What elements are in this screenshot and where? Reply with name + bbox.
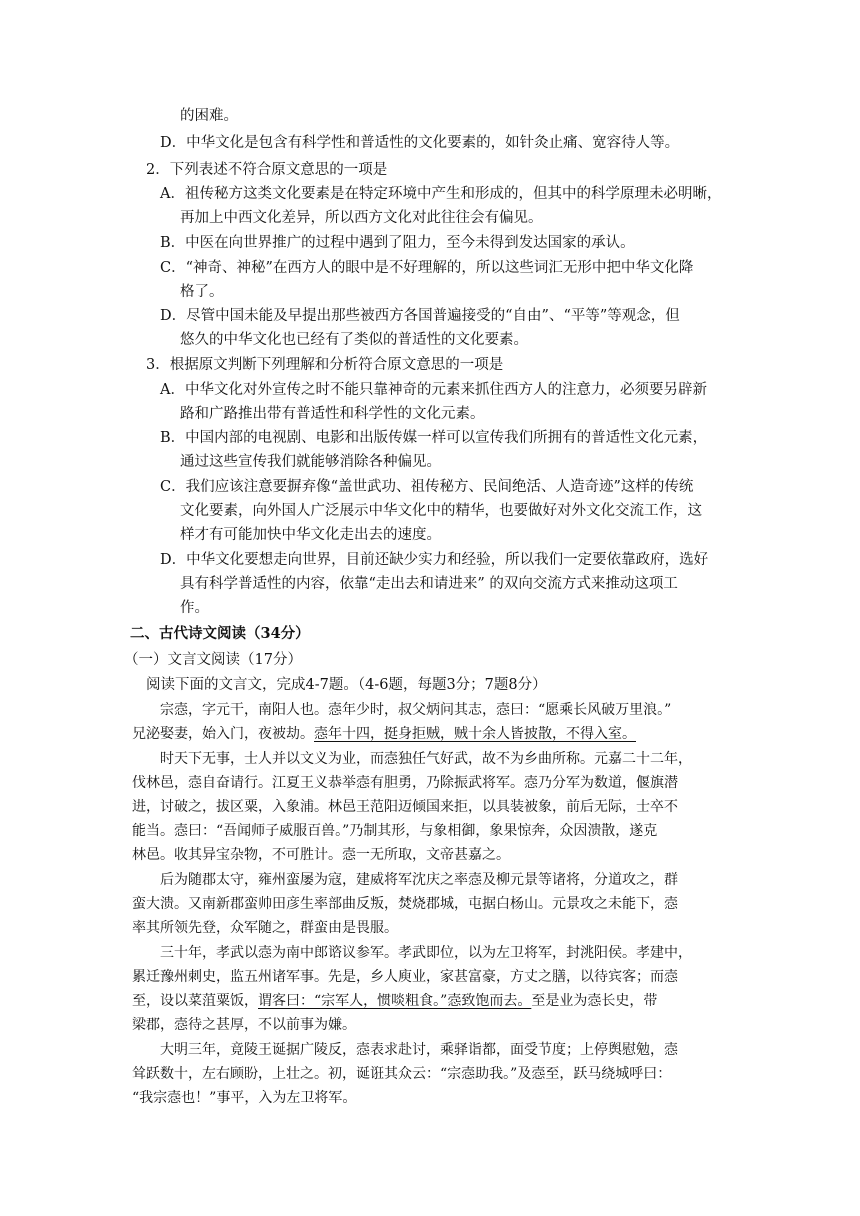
- passage-instruction: 阅读下面的文言文，完成4-7题。（4-6题，每题3分；7题8分）: [146, 677, 547, 693]
- passage-p1-text: 兄泌娶妻，始入门，夜被劫。: [132, 726, 314, 742]
- passage-p1-line2: [132, 724, 636, 744]
- q3-option-a-line2: 路和广路推出带有普适性和科学性的文化元素。: [180, 406, 485, 422]
- q3-option-c-line3: 样才有可能加快中华文化走出去的速度。: [180, 527, 441, 543]
- passage-p3-line1: 后为随郡太守，雍州蛮屡为寇，建威将军沈庆之率悫及柳元景等诸将，分道攻之，群: [160, 872, 678, 888]
- passage-p4-line4: 梁郡，悫待之甚厚，不以前事为嫌。: [132, 1017, 356, 1033]
- q2-option-a-line1: A．祖传秘方这类文化要素是在特定环境中产生和形成的，但其中的科学原理未必明晰，: [160, 186, 722, 202]
- q3-option-a-line1: A．中华文化对外宣传之时不能只靠神奇的元素来抓住西方人的注意力，必须要另辟新: [160, 382, 707, 398]
- passage-p5-line3: “我宗悫也！”事平，入为左卫将军。: [132, 1090, 357, 1106]
- passage-p3-line2: 蛮大溃。又南新郡蛮帅田彦生率部曲反叛，焚烧郡城，屯据白杨山。元景攻之未能下，悫: [132, 896, 678, 912]
- passage-p4-line3: [132, 991, 657, 1011]
- passage-p5-line2: 耸跃数十，左右顾盼，上壮之。初，诞诳其众云：“宗悫助我。”及悫至，跃马绕城呼曰：: [132, 1066, 672, 1082]
- passage-p2-line2: 伐林邑，悫自奋请行。江夏王义恭举悫有胆勇，乃除振武将军。悫乃分军为数道，偃旗潜: [132, 775, 678, 791]
- subsection-heading: （一）文言文阅读（17分）: [124, 652, 302, 668]
- underlined-sentence: 悫年十四，挺身拒贼，贼十余人皆披散，不得入室。: [314, 726, 636, 742]
- passage-p2-line5: 林邑。收其异宝杂物，不可胜计。悫一无所取，文帝甚嘉之。: [132, 847, 510, 863]
- q2-option-a-line2: 再加上中西文化差异，所以西方文化对此往往会有偏见。: [180, 210, 543, 226]
- q3-stem: 3．根据原文判断下列理解和分析符合原文意思的一项是: [146, 357, 504, 373]
- q3-option-d-line3: 作。: [180, 600, 209, 616]
- q1-continuation: 的困难。: [180, 108, 238, 124]
- q3-option-c-line2: 文化要素，向外国人广泛展示中华文化中的精华，也要做好对外文化交流工作，这: [180, 503, 702, 519]
- q3-option-b-line2: 通过这些宣传我们就能够消除各种偏见。: [180, 454, 441, 470]
- section-heading: 二、古代诗文阅读（34分）: [130, 625, 310, 642]
- passage-p4-line1: 三十年，孝武以悫为南中郎谘议参军。孝武即位，以为左卫将军，封洮阳侯。孝建中，: [160, 945, 692, 961]
- underlined-sentence: 谓客曰：“宗军人，惯啖粗食。”悫致饱而去。: [258, 993, 532, 1009]
- passage-p2-line3: 进，讨破之，拔区粟，入象浦。林邑王范阳迈倾国来拒，以具装被象，前后无际，士卒不: [132, 799, 678, 815]
- passage-p2-line4: 能当。悫曰：“吾闻师子威服百兽。”乃制其形，与象相御，象果惊奔，众因溃散，遂克: [132, 823, 658, 839]
- q2-stem: 2．下列表述不符合原文意思的一项是: [146, 162, 388, 178]
- passage-p4-text: 至，设以菜菹粟饭，: [132, 993, 258, 1009]
- q3-option-d-line2: 具有科学普适性的内容，依靠“走出去和请进来” 的双向交流方式来推动这项工: [180, 576, 678, 592]
- passage-p1-line1: 宗悫，字元干，南阳人也。悫年少时，叔父炳问其志，悫曰：“愿乘长风破万里浪。”: [160, 702, 672, 718]
- q2-option-d-line2: 悠久的中华文化也已经有了类似的普适性的文化要素。: [180, 332, 528, 348]
- passage-p5-line1: 大明三年，竟陵王诞据广陵反，悫表求赴讨，乘驿诣都，面受节度；上停舆慰勉，悫: [160, 1042, 678, 1058]
- passage-p4-text: 至是业为悫长史，带: [531, 993, 658, 1009]
- passage-p4-line2: 累迁豫州刺史，监五州诸军事。先是，乡人庾业，家甚富豪，方丈之膳，以待宾客；而悫: [132, 969, 678, 985]
- q1-option-d: D．中华文化是包含有科学性和普适性的文化要素的，如针灸止痛、宽容待人等。: [160, 135, 680, 151]
- q2-option-b: B．中医在向世界推广的过程中遇到了阻力，至今未得到发达国家的承认。: [160, 235, 635, 251]
- q3-option-d-line1: D．中华文化要想走向世界，目前还缺少实力和经验，所以我们一定要依靠政府，选好: [160, 552, 709, 568]
- q2-option-c-line2: 格了。: [180, 284, 224, 300]
- q3-option-b-line1: B．中国内部的电视剧、电影和出版传媒一样可以宣传我们所拥有的普适性文化元素，: [160, 430, 708, 446]
- q2-option-d-line1: D．尽管中国未能及早提出那些被西方各国普遍接受的“自由”、“平等”等观念，但: [160, 308, 680, 324]
- passage-p3-line3: 率其所领先登，众军随之，群蛮由是畏服。: [132, 920, 398, 936]
- q3-option-c-line1: C．我们应该注意要摒弃像“盖世武功、祖传秘方、民间绝活、人造奇迹”这样的传统: [160, 479, 694, 495]
- q2-option-c-line1: C．“神奇、神秘”在西方人的眼中是不好理解的，所以这些词汇无形中把中华文化降: [160, 260, 694, 276]
- passage-p2-line1: 时天下无事，士人并以文义为业，而悫独任气好武，故不为乡曲所称。元嘉二十二年，: [160, 751, 692, 767]
